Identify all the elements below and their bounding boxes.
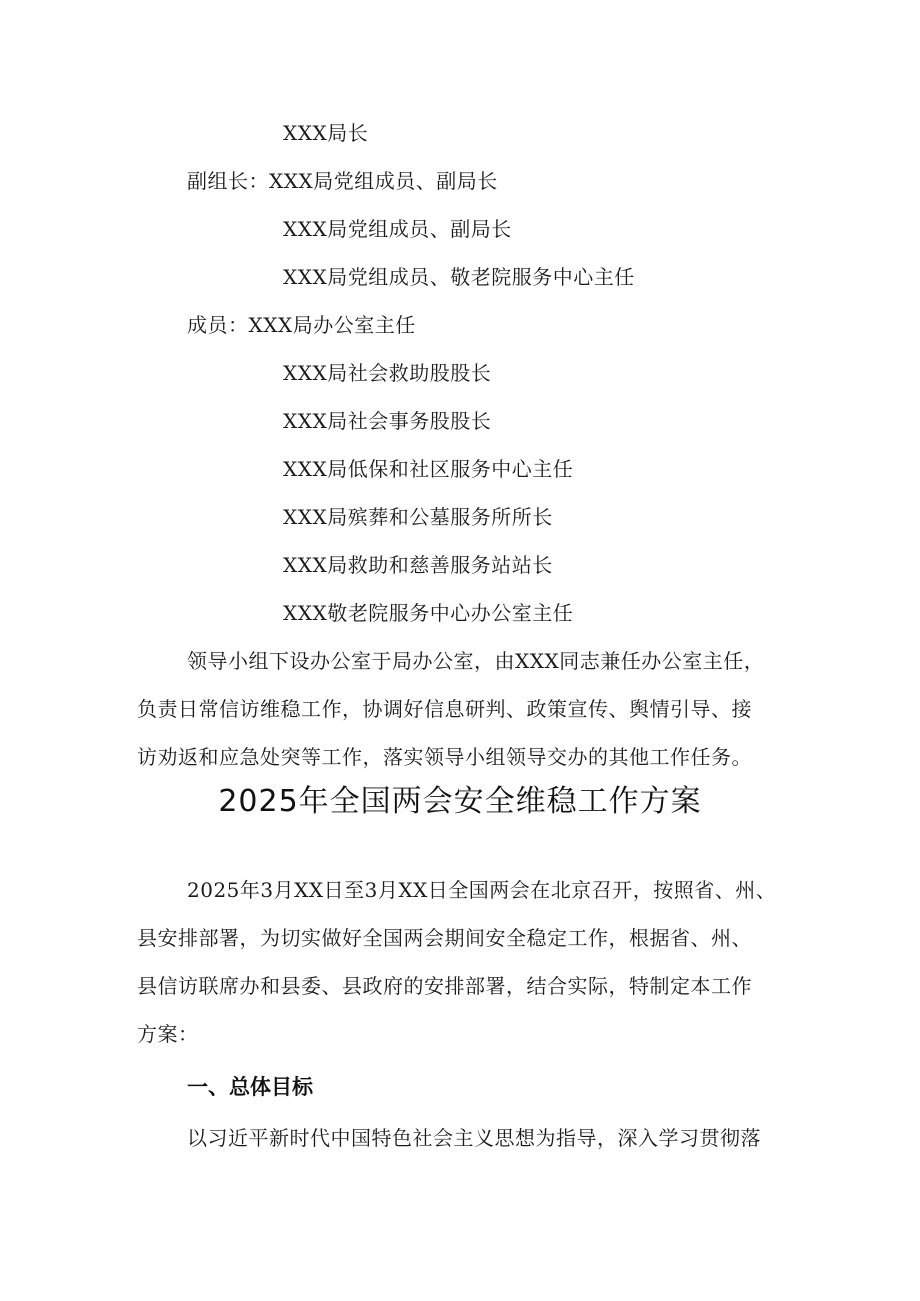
member-item: XXX局救助和慈善服务站站长 <box>283 553 553 577</box>
document-title: 2025年全国两会安全维稳工作方案 <box>218 784 702 819</box>
leader-line: XXX局长 <box>283 121 369 145</box>
intro-paragraph-line: 县安排部署，为切实做好全国两会期间安全稳定工作，根据省、州、 <box>137 926 752 950</box>
intro-paragraph-line: 方案： <box>137 1022 199 1046</box>
deputy-item: XXX局党组成员、副局长 <box>283 217 512 241</box>
member-item: XXX局殡葬和公墓服务所所长 <box>283 505 553 529</box>
deputy-leader-line: 副组长：XXX局党组成员、副局长 <box>187 169 498 193</box>
members-line: 成员：XXX局办公室主任 <box>187 313 416 337</box>
section-paragraph-line: 以习近平新时代中国特色社会主义思想为指导，深入学习贯彻落 <box>187 1126 761 1150</box>
member-item: XXX局社会救助股股长 <box>283 361 492 385</box>
deputy-item: XXX局党组成员、敬老院服务中心主任 <box>283 265 635 289</box>
office-paragraph-line: 访劝返和应急处突等工作，落实领导小组领导交办的其他工作任务。 <box>137 745 752 769</box>
office-paragraph-line: 负责日常信访维稳工作，协调好信息研判、政策宣传、舆情引导、接 <box>137 697 752 721</box>
member-item: XXX局低保和社区服务中心主任 <box>283 457 574 481</box>
section-heading: 一、总体目标 <box>187 1075 313 1099</box>
member-item: XXX敬老院服务中心办公室主任 <box>283 601 574 625</box>
office-paragraph-line: 领导小组下设办公室于局办公室，由XXX同志兼任办公室主任， <box>187 649 765 673</box>
member-item: XXX局社会事务股股长 <box>283 409 492 433</box>
intro-paragraph-line: 2025年3月XX日至3月XX日全国两会在北京召开，按照省、州、 <box>187 878 777 902</box>
intro-paragraph-line: 县信访联席办和县委、县政府的安排部署，结合实际，特制定本工作 <box>137 974 752 998</box>
